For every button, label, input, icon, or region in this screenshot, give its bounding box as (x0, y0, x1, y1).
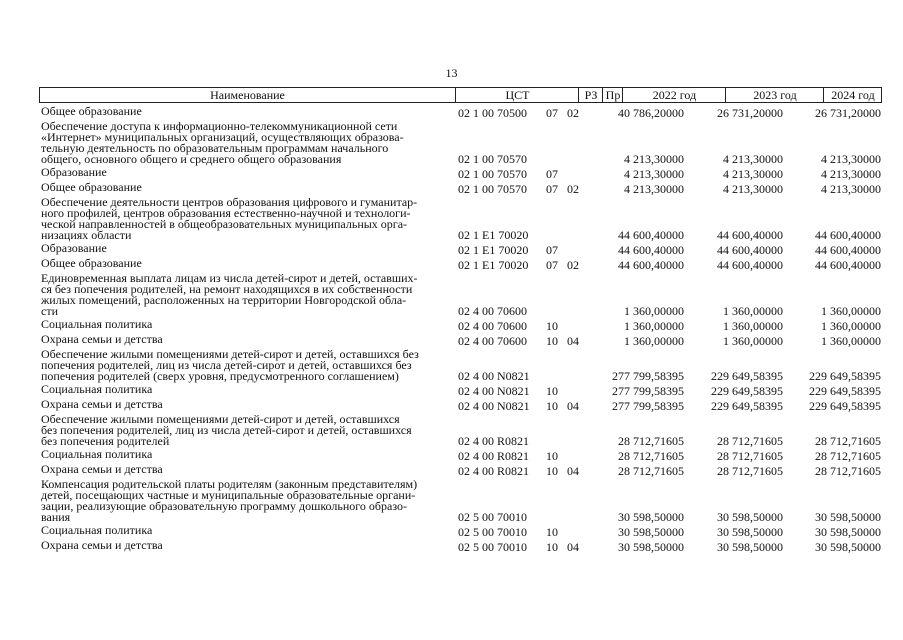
row-cst: 02 4 00 N0821 (458, 399, 530, 413)
row-rz: 07 (546, 258, 558, 272)
row-rz: 07 (546, 182, 558, 196)
row-value-2022: 44 600,40000 (618, 243, 684, 257)
row-value-2023: 30 598,50000 (717, 525, 783, 539)
row-pr: 04 (567, 540, 579, 554)
row-value-2022: 277 799,58395 (612, 399, 684, 413)
table-row (0, 271, 903, 317)
row-pr: 04 (567, 334, 579, 348)
table-row (0, 462, 903, 477)
row-value-2024: 28 712,71605 (815, 449, 881, 463)
row-value-2024: 229 649,58395 (809, 384, 881, 398)
row-name: Общее образование (41, 180, 142, 194)
row-cst: 02 4 00 R0821 (458, 464, 530, 478)
row-name: Охрана семьи и детства (41, 397, 163, 411)
row-name: Общее образование (41, 104, 142, 118)
row-value-2023: 44 600,40000 (717, 228, 783, 242)
row-pr: 02 (567, 258, 579, 272)
row-value-2023: 1 360,00000 (723, 304, 783, 318)
row-value-2024: 229 649,58395 (809, 369, 881, 383)
row-value-2024: 229 649,58395 (809, 399, 881, 413)
row-rz: 10 (546, 525, 558, 539)
row-cst: 02 4 00 R0821 (458, 449, 530, 463)
row-rz: 10 (546, 449, 558, 463)
row-name: Социальная политика (41, 447, 153, 461)
row-value-2024: 44 600,40000 (815, 243, 881, 257)
table-row (0, 165, 903, 180)
row-name: Обеспечение жилыми помещениями детей-сирот и детей, оставшихся без попечения родителей, лиц из числа детей-сирот и детей, оставшихся без попечения родителей (41, 412, 412, 448)
row-value-2022: 30 598,50000 (618, 540, 684, 554)
row-name: Образование (41, 165, 107, 179)
table-row (0, 241, 903, 256)
row-name: Охрана семьи и детства (41, 332, 163, 346)
row-value-2022: 277 799,58395 (612, 369, 684, 383)
table-row (0, 447, 903, 462)
header-rz: РЗ (578, 88, 603, 102)
row-value-2022: 1 360,00000 (624, 334, 684, 348)
row-value-2022: 28 712,71605 (618, 449, 684, 463)
row-value-2023: 26 731,20000 (717, 106, 783, 120)
row-name: Охрана семьи и детства (41, 538, 163, 552)
row-value-2023: 229 649,58395 (711, 384, 783, 398)
table-row (0, 397, 903, 412)
row-rz: 10 (546, 464, 558, 478)
row-name: Социальная политика (41, 317, 153, 331)
row-value-2022: 4 213,30000 (624, 167, 684, 181)
row-value-2023: 4 213,30000 (723, 167, 783, 181)
row-name: Обеспечение доступа к информационно-телекоммуникационной сети «Интернет» муниципальных организаций, осуществляющих образова- тельную деятельность по образовательным программам начального общего, основного общего и среднего общего образования (41, 119, 404, 166)
row-rz: 10 (546, 399, 558, 413)
row-name: Образование (41, 241, 107, 255)
row-value-2022: 1 360,00000 (624, 319, 684, 333)
row-value-2023: 4 213,30000 (723, 182, 783, 196)
row-value-2024: 30 598,50000 (815, 525, 881, 539)
row-name: Социальная политика (41, 382, 153, 396)
row-cst: 02 4 00 70600 (458, 304, 527, 318)
table-row (0, 195, 903, 241)
row-name: Обеспечение жилыми помещениями детей-сирот и детей, оставшихся без попечения родителей, лиц из числа детей-сирот и детей, оставшихся без попечения родителей (сверх уровня, предусмотренного соглашением) (41, 347, 419, 383)
row-value-2023: 30 598,50000 (717, 540, 783, 554)
row-value-2024: 4 213,30000 (821, 167, 881, 181)
row-cst: 02 1 E1 70020 (458, 243, 529, 257)
table-row (0, 382, 903, 397)
row-value-2024: 44 600,40000 (815, 258, 881, 272)
table-row (0, 256, 903, 271)
row-cst: 02 4 00 70600 (458, 334, 527, 348)
table-row (0, 119, 903, 165)
row-value-2023: 1 360,00000 (723, 319, 783, 333)
row-value-2023: 229 649,58395 (711, 399, 783, 413)
row-rz: 10 (546, 319, 558, 333)
row-cst: 02 1 00 70500 (458, 106, 527, 120)
row-value-2024: 26 731,20000 (815, 106, 881, 120)
row-pr: 04 (567, 464, 579, 478)
row-value-2022: 4 213,30000 (624, 152, 684, 166)
header-2022: 2022 год (622, 88, 726, 102)
row-cst: 02 1 00 70570 (458, 182, 527, 196)
row-cst: 02 4 00 N0821 (458, 369, 530, 383)
table-row (0, 180, 903, 195)
row-value-2024: 1 360,00000 (821, 304, 881, 318)
row-value-2022: 4 213,30000 (624, 182, 684, 196)
row-rz: 07 (546, 243, 558, 257)
header-cst: ЦСТ (455, 88, 579, 102)
row-value-2023: 4 213,30000 (723, 152, 783, 166)
row-cst: 02 5 00 70010 (458, 540, 527, 554)
row-cst: 02 4 00 N0821 (458, 384, 530, 398)
table-row (0, 317, 903, 332)
row-value-2022: 1 360,00000 (624, 304, 684, 318)
header-2023: 2023 год (725, 88, 824, 102)
row-value-2024: 44 600,40000 (815, 228, 881, 242)
row-value-2023: 30 598,50000 (717, 510, 783, 524)
row-pr: 02 (567, 106, 579, 120)
table-row (0, 538, 903, 553)
header-pr: Пр (602, 88, 623, 102)
row-value-2023: 28 712,71605 (717, 449, 783, 463)
row-cst: 02 1 E1 70020 (458, 228, 529, 242)
page-number: 13 (445, 66, 458, 80)
row-cst: 02 4 00 70600 (458, 319, 527, 333)
row-pr: 04 (567, 399, 579, 413)
row-value-2024: 4 213,30000 (821, 152, 881, 166)
row-value-2024: 1 360,00000 (821, 319, 881, 333)
row-name: Единовременная выплата лицам из числа детей-сирот и детей, оставших- ся без попечения родителей, на ремонт находящихся в их собственности жилых помещений, расположенных на территории Новгородской обла- сти (41, 271, 418, 318)
row-value-2024: 28 712,71605 (815, 464, 881, 478)
table-row (0, 104, 903, 119)
row-name: Общее образование (41, 256, 142, 270)
row-value-2022: 277 799,58395 (612, 384, 684, 398)
row-cst: 02 1 00 70570 (458, 152, 527, 166)
row-value-2024: 28 712,71605 (815, 434, 881, 448)
row-cst: 02 1 E1 70020 (458, 258, 529, 272)
row-value-2024: 1 360,00000 (821, 334, 881, 348)
table-row (0, 412, 903, 447)
row-cst: 02 4 00 R0821 (458, 434, 530, 448)
row-value-2023: 44 600,40000 (717, 243, 783, 257)
row-value-2022: 44 600,40000 (618, 258, 684, 272)
row-value-2023: 28 712,71605 (717, 464, 783, 478)
row-value-2022: 40 786,20000 (618, 106, 684, 120)
header-2024: 2024 год (823, 88, 882, 102)
row-value-2023: 44 600,40000 (717, 258, 783, 272)
table-row (0, 347, 903, 382)
table-row (0, 332, 903, 347)
table-body (0, 104, 903, 553)
row-rz: 10 (546, 540, 558, 554)
row-value-2023: 229 649,58395 (711, 369, 783, 383)
row-value-2022: 28 712,71605 (618, 464, 684, 478)
row-name: Обеспечение деятельности центров образования цифрового и гуманитар- ного профилей, центров образования естественно-научной и технологи- ческой направленностей в общеобразовательных муниципальных орга- низациях области (41, 195, 418, 242)
row-rz: 07 (546, 106, 558, 120)
row-value-2024: 30 598,50000 (815, 540, 881, 554)
row-pr: 02 (567, 182, 579, 196)
row-name: Компенсация родительской платы родителям (законным представителям) детей, посещающих частные и муниципальные образовательные органи- зации, реализующие образовательную программу дошкольного образо- вания (41, 477, 418, 524)
row-value-2022: 30 598,50000 (618, 510, 684, 524)
table-row (0, 477, 903, 523)
row-value-2023: 1 360,00000 (723, 334, 783, 348)
row-cst: 02 5 00 70010 (458, 510, 527, 524)
row-name: Социальная политика (41, 523, 153, 537)
table-row (0, 523, 903, 538)
row-value-2022: 30 598,50000 (618, 525, 684, 539)
row-cst: 02 5 00 70010 (458, 525, 527, 539)
header-name: Наименование (210, 88, 285, 102)
row-value-2022: 28 712,71605 (618, 434, 684, 448)
row-rz: 07 (546, 167, 558, 181)
row-name: Охрана семьи и детства (41, 462, 163, 476)
row-cst: 02 1 00 70570 (458, 167, 527, 181)
row-value-2022: 44 600,40000 (618, 228, 684, 242)
row-value-2024: 30 598,50000 (815, 510, 881, 524)
row-rz: 10 (546, 334, 558, 348)
row-rz: 10 (546, 384, 558, 398)
table-header (39, 87, 882, 103)
row-value-2024: 4 213,30000 (821, 182, 881, 196)
row-value-2023: 28 712,71605 (717, 434, 783, 448)
